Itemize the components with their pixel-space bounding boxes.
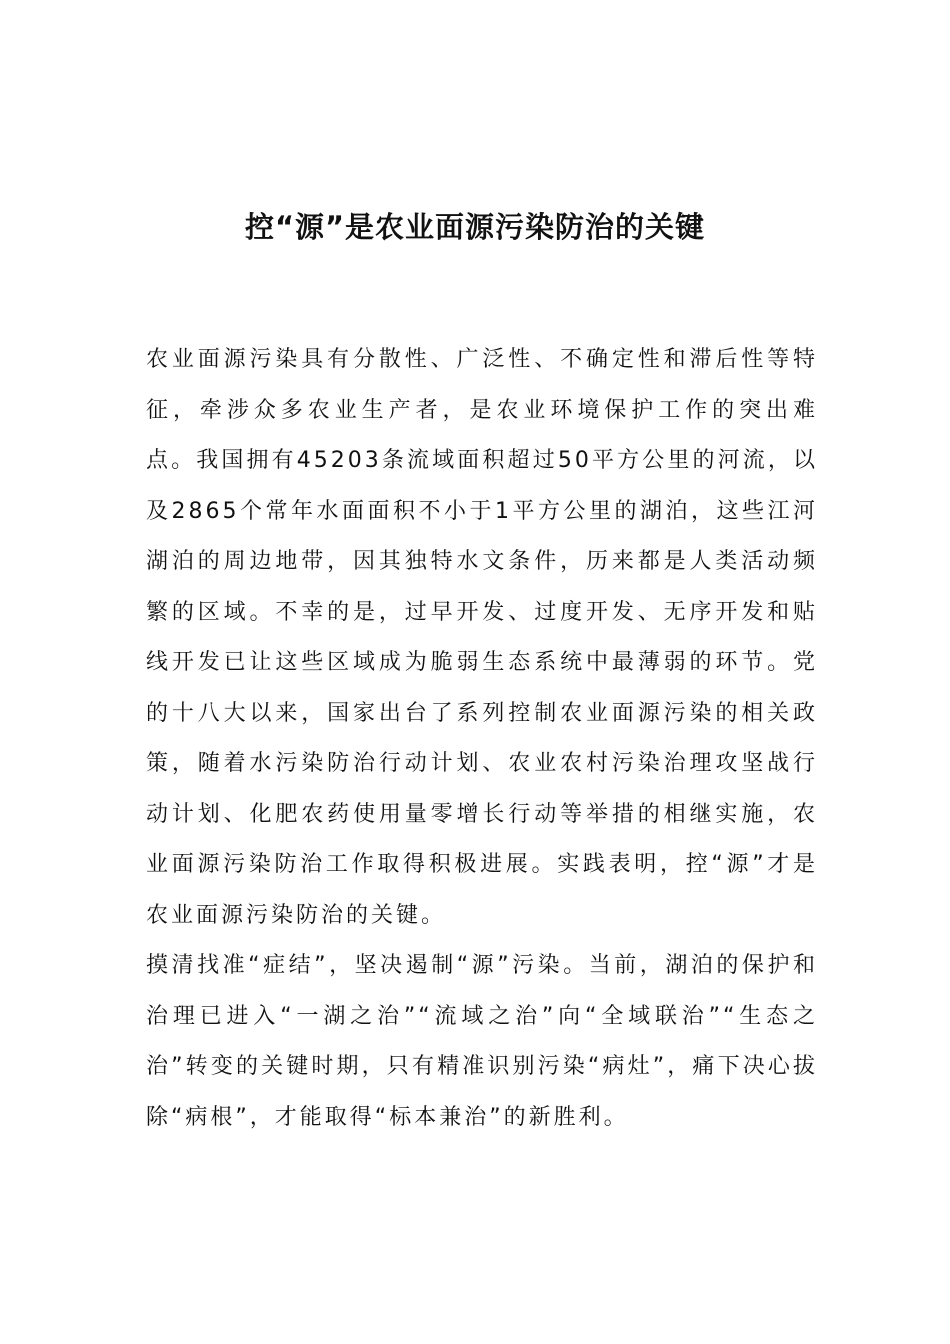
paragraph-1: 农业面源污染具有分散性、广泛性、不确定性和滞后性等特征，牵涉众多农业生产者，是农业环境保护工作的突出难点。我国拥有45203条流域面积超过50平方公里的河流，以及2865个常年水面面积不小于1平方公里的湖泊，这些江河湖泊的周边地带，因其独特水文条件，历来都是人类活动频繁的区域。不幸的是，过早开发、过度开发、无序开发和贴线开发已让这些区域成为脆弱生态系统中最薄弱的环节。党的十八大以来，国家出台了系列控制农业面源污染的相关政策，随着水污染防治行动计划、农业农村污染治理攻坚战行动计划、化肥农药使用量零增长行动等举措的相继实施，农业面源污染防治工作取得积极进展。实践表明，控“源”才是农业面源污染防治的关键。 [146, 347, 818, 928]
paragraph-2: 摸清找准“症结”，坚决遏制“源”污染。当前，湖泊的保护和治理已进入“一湖之治”“流域之治”向“全域联治”“生态之治”转变的关键时期，只有精准识别污染“病灶”，痛下决心拔除“病根”，才能取得“标本兼治”的新胜利。 [146, 953, 818, 1130]
document-title: 控“源”是农业面源污染防治的关键 [244, 210, 706, 244]
document-body [146, 335, 818, 1143]
